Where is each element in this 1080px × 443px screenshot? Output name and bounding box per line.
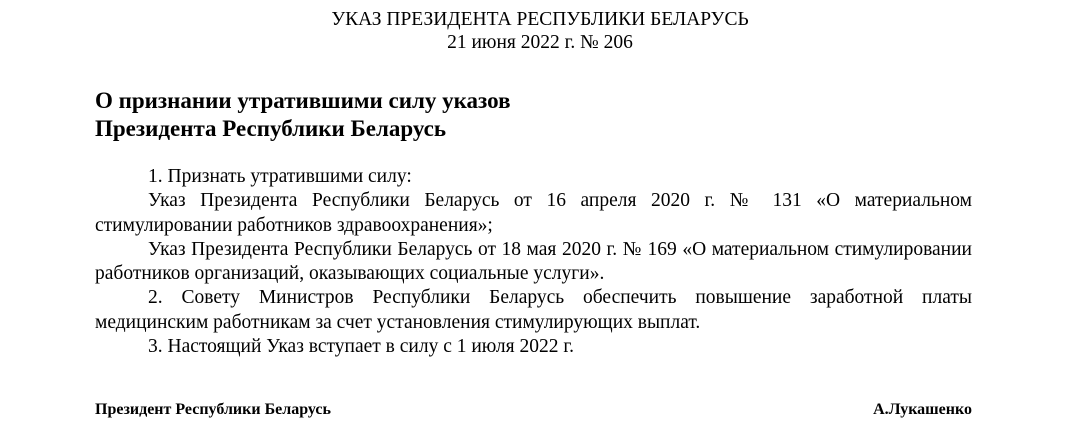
paragraph-decree-131: Указ Президента Республики Беларусь от 16 апреля 2020 г. № 131 «О материальном стимулировании работников здравоохранения»; [95,190,972,236]
paragraph-item-2: 2. Совету Министров Республики Беларусь обеспечить повышение заработной платы медицинским работникам за счет установления стимулирующих выплат. [95,287,972,333]
paragraph-decree-169: Указ Президента Республики Беларусь от 18 мая 2020 г. № 169 «О материальном стимулировании работников организаций, оказывающих социальные услуги». [95,238,972,285]
decree-title-line-2: Президента Республики Беларусь [95,116,447,141]
signature-name: А.Лукашенко [873,401,972,418]
decree-date-number: 21 июня 2022 г. № 206 [447,32,633,53]
decree-title-line-1: О признании утратившими силу указов [95,88,511,113]
decree-header [0,8,1080,54]
signature-position: Президент Республики Беларусь [95,401,331,418]
paragraph-item-3: 3. Настоящий Указ вступает в силу с 1 июля 2022 г. [148,336,575,358]
decree-body [95,165,972,359]
decree-heading: УКАЗ ПРЕЗИДЕНТА РЕСПУБЛИКИ БЕЛАРУСЬ [331,9,749,30]
decree-title [95,87,511,143]
paragraph-item-1: 1. Признать утратившими силу: [148,166,412,187]
